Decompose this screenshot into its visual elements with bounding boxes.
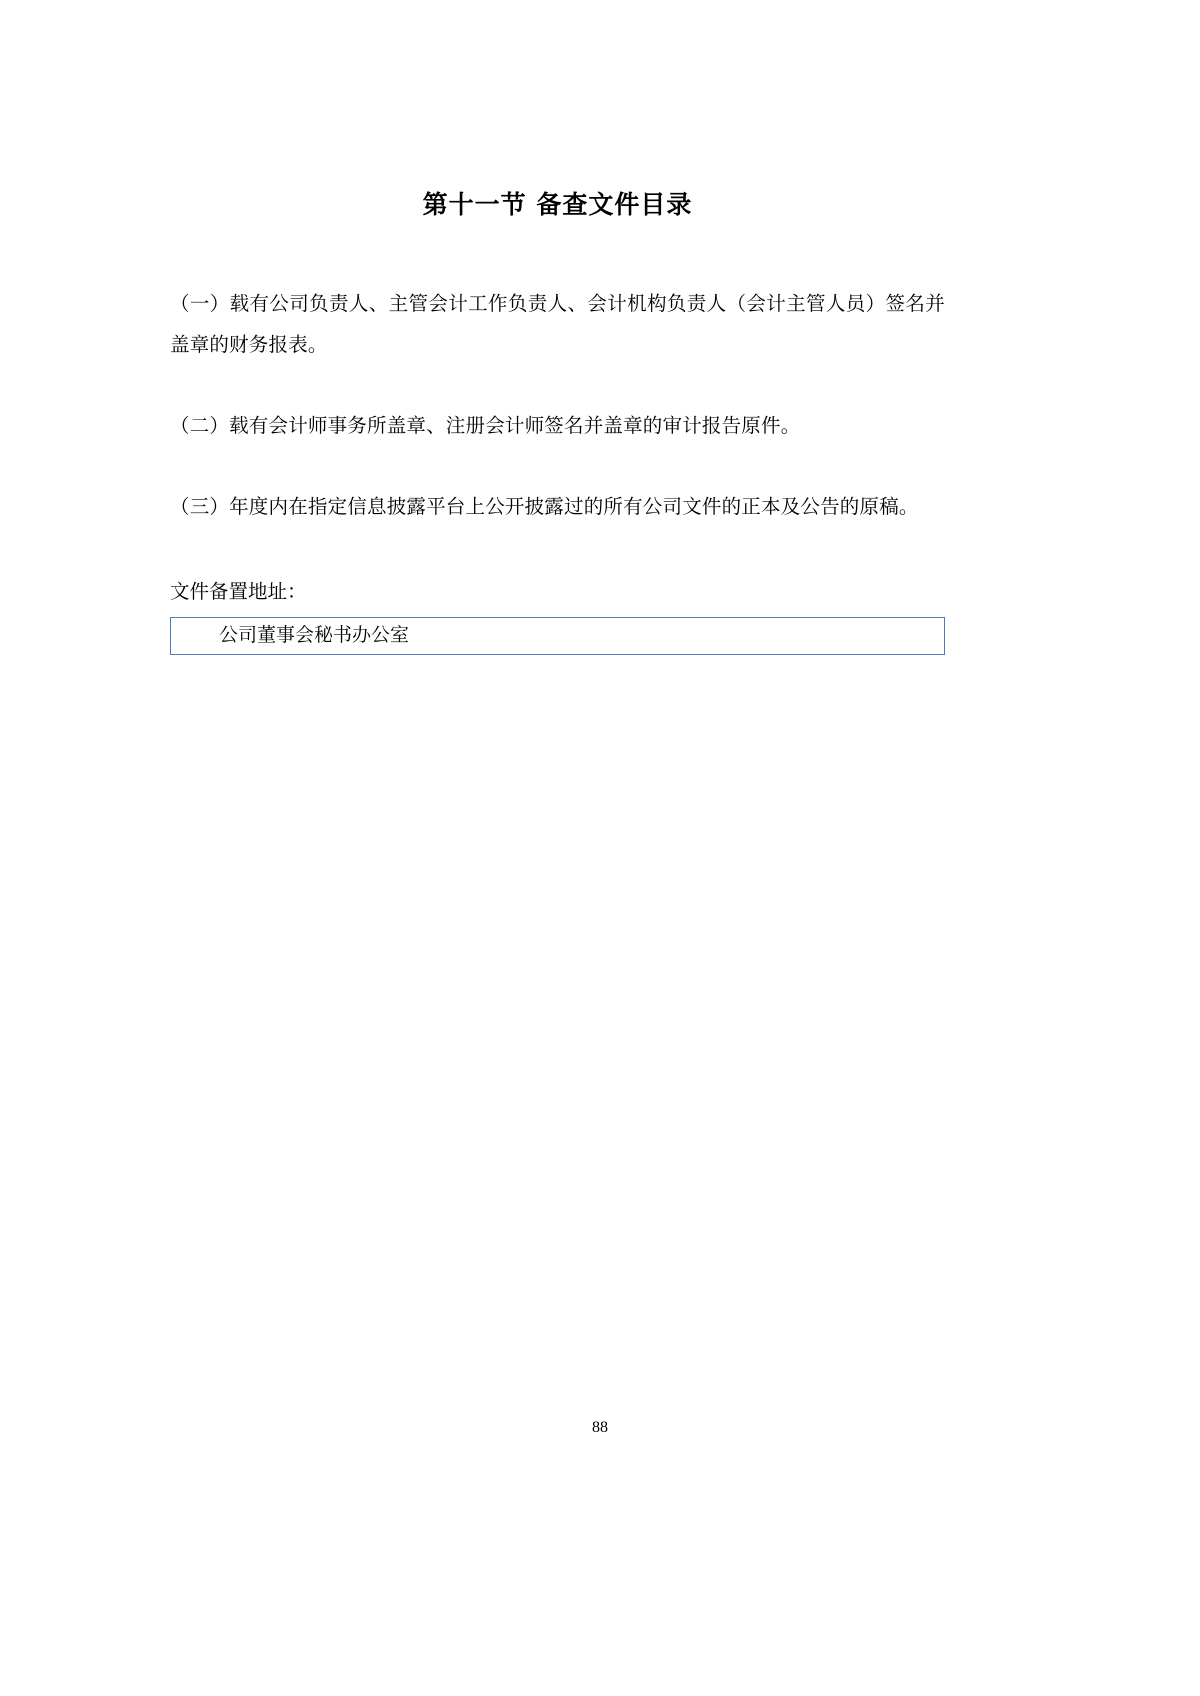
address-field[interactable]: 公司董事会秘书办公室 — [170, 617, 945, 655]
document-body — [170, 0, 945, 655]
address-label: 文件备置地址： — [170, 582, 307, 603]
paragraph-item-2: （二）载有会计师事务所盖章、注册会计师签名并盖章的审计报告原件。 — [170, 416, 801, 437]
page-title: 第十一节 备查文件目录 — [422, 190, 693, 219]
paragraph-item-1: （一）载有公司负责人、主管会计工作负责人、会计机构负责人（会计主管人员）签名并盖章的财务报表。 — [170, 294, 945, 356]
paragraph-item-3: （三）年度内在指定信息披露平台上公开披露过的所有公司文件的正本及公告的原稿。 — [170, 497, 919, 518]
page-number: 88 — [592, 1419, 608, 1436]
